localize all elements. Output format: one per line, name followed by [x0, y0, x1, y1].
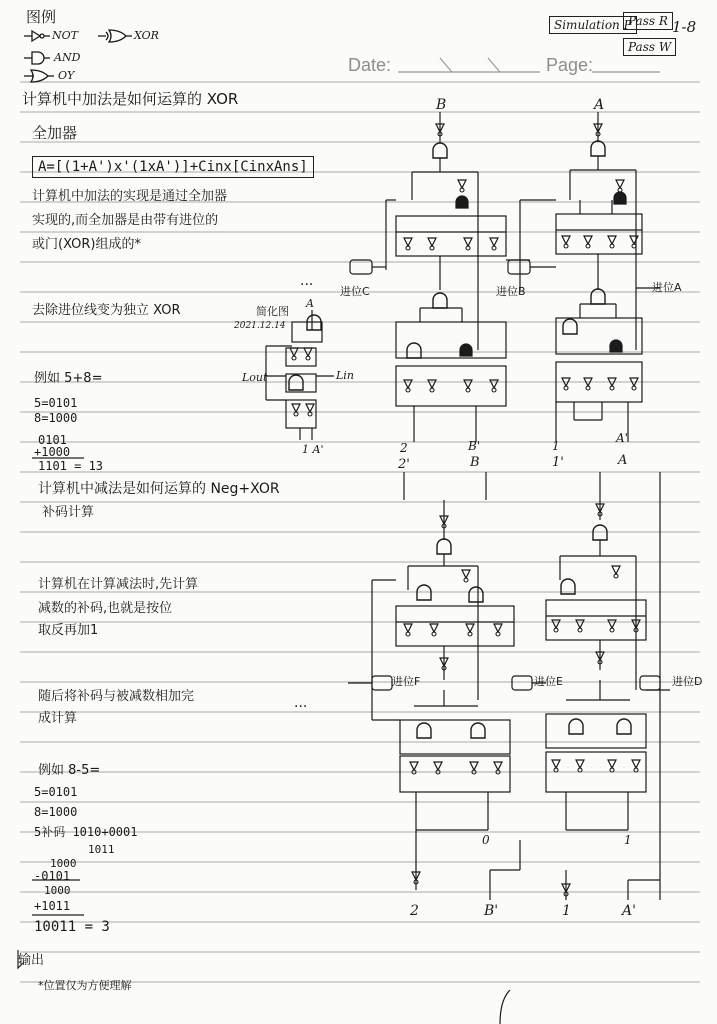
example2-line4: 1011 [88, 843, 115, 856]
lout-label: Lout [242, 371, 268, 384]
input-b-label: B [436, 97, 447, 113]
sub-desc-line3: 取反再加1 [38, 623, 99, 638]
full-adder-heading: 全加器 [32, 124, 78, 142]
lower-0-label: 0 [482, 833, 490, 847]
output-label: 输出 [18, 953, 45, 968]
subtraction-question: 计算机中减法是如何运算的 Neg+XOR [38, 481, 280, 497]
continuation-dots-lower: ... [294, 695, 308, 711]
carry-a-label: 进位A [652, 281, 682, 294]
lower-1-label: 1 [624, 833, 632, 847]
legend-xor: XOR [134, 29, 159, 42]
mid-b-label: B [470, 455, 480, 470]
footnote: *位置仅为方便理解 [38, 979, 132, 992]
input-a-label: A [594, 97, 605, 113]
legend-title: 图例 [26, 8, 57, 26]
lin-label: Lin [336, 369, 354, 382]
mid-1-prime-label: 1' [552, 455, 564, 470]
final-a-prime-label: A' [622, 903, 636, 919]
final-2-label: 2 [410, 903, 419, 919]
example2-result: 10011 = 3 [34, 919, 110, 935]
example2-line6: -0101 [34, 869, 71, 883]
mid-2-prime-label: 2' [398, 457, 410, 472]
legend-and: AND [54, 51, 81, 64]
example2-line8: +1011 [34, 899, 71, 913]
out-1-label: 1 [552, 439, 560, 453]
example2-line7: 1000 [44, 884, 71, 897]
example2-title: 例如 8-5= [38, 763, 101, 778]
sub-desc-line4: 随后将补码与被减数相加完 [38, 689, 195, 704]
final-b-prime-label: B' [484, 903, 499, 919]
addition-question: 计算机中加法是如何运算的 XOR [22, 90, 239, 108]
example1-line3: 0101 [38, 433, 67, 447]
small-bottom-label: 1 A' [302, 443, 324, 456]
carry-d-label: 进位D [672, 675, 703, 688]
legend-not: NOT [52, 29, 78, 42]
full-adder-formula: A=[(1+A')x'(1xA')]+Cinx[CinxAns] [32, 156, 314, 178]
simplified-label: 简化图 [256, 305, 289, 318]
page-number: 1-8 [672, 18, 697, 36]
out-b-prime-label: B' [468, 439, 481, 453]
example2-line2: 8=1000 [34, 805, 78, 819]
date-label: Date: [348, 55, 392, 75]
sub-desc-line2: 减数的补码,也就是按位 [38, 601, 173, 616]
sub-desc-line1: 计算机在计算减法时,先计算 [38, 577, 199, 592]
simulation-tag: Simulation P [549, 16, 637, 34]
sub-desc-line5: 成计算 [38, 711, 78, 726]
pass-r-tag: Pass R [623, 12, 673, 30]
example2-line5: 1000 [50, 857, 77, 870]
out-2-label: 2 [400, 441, 408, 455]
adder-desc-line2: 实现的,而全加器是由带有进位的 [32, 213, 219, 228]
mid-a-label: A [618, 453, 628, 468]
final-1-label: 1 [562, 903, 571, 919]
example2-line1: 5=0101 [34, 785, 78, 799]
adder-desc-line3: 或门(XOR)组成的* [32, 237, 141, 252]
remove-carry-note: 去除进位线变为独立 XOR [32, 303, 181, 318]
carry-f-label: 进位F [392, 675, 421, 688]
page-label: Page: [546, 55, 594, 75]
carry-c-label: 进位C [340, 285, 370, 298]
example2-line3: 5补码 1010+0001 [34, 825, 138, 839]
legend-or: OY [58, 69, 75, 82]
carry-e-label: 进位E [534, 675, 563, 688]
complement-heading: 补码计算 [42, 505, 95, 520]
example1-line2: 8=1000 [34, 411, 78, 425]
example1-result: 1101 = 13 [38, 459, 104, 473]
adder-desc-line1: 计算机中加法的实现是通过全加器 [32, 189, 228, 204]
example1-title: 例如 5+8= [34, 371, 103, 386]
carry-b-label: 进位B [496, 285, 526, 298]
example1-line1: 5=0101 [34, 396, 78, 410]
small-a-label: A [306, 297, 314, 310]
sketch-date: 2021.12.14 [234, 321, 286, 331]
continuation-dots: ... [300, 273, 314, 289]
example1-line4: +1000 [34, 445, 71, 459]
pass-w-tag: Pass W [623, 38, 676, 56]
out-a-prime-label: A' [616, 431, 628, 445]
